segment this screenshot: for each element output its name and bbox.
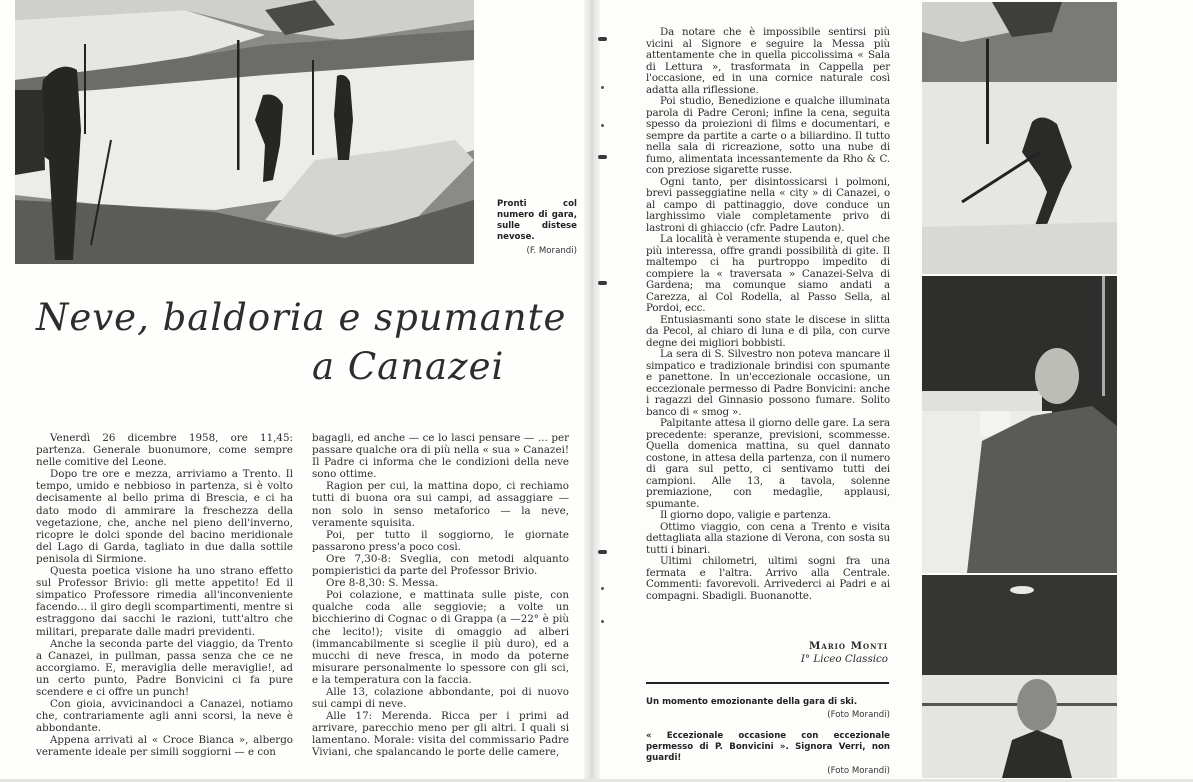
photo-man-smoking <box>922 276 1117 573</box>
article-paragraph: bagagli, ed anche — ce lo lasci pensare — ... per passare qualche ora di più nella « sua » Canazei! Il Padre ci informa che le condizioni della neve sono ottime. <box>312 432 569 481</box>
photo1-credit: (F. Morandi) <box>526 246 577 256</box>
article-signature <box>700 640 888 666</box>
article-paragraph: Ragion per cui, la mattina dopo, ci rechiamo tutti di buona ora sui campi, ad assaggiare — non solo in senso metaforico — la neve, veramente squisita. <box>312 480 569 529</box>
article-paragraph: Appena arrivati al « Croce Bianca », albergo veramente ideale per simili soggiorni — e con <box>36 734 293 759</box>
photo2-caption: Un momento emozionante della gara di ski. <box>646 697 858 707</box>
photo1-caption-block <box>497 199 577 257</box>
article-paragraph: La sera di S. Silvestro non poteva mancare il simpatico e tradizionale brindisi con spumante e panettone. In un'eccezionale occasione, un eccezionale permesso di Padre Bonvicini: anche i ragazzi del Ginnasio possono fumare. Solito banco di « smog ». <box>646 348 890 418</box>
article-paragraph: Palpitante attesa il giorno delle gare. La sera precedente: speranze, previsioni, scommesse. Quella domenica mattina, su quel dannato costone, in attesa della partenza, con il numero di gara sul petto, ci sentivamo tutti dei campioni. Alle 13, a tavola, solenne premiazione, con medaglie, applausi, spumante. <box>646 417 890 510</box>
article-title-line2: a Canazei <box>312 345 505 388</box>
article-paragraph: Venerdì 26 dicembre 1958, ore 11,45: partenza. Generale buonumore, come sempre nelle comitive del Leone. <box>36 432 293 469</box>
binding-mark <box>601 124 604 127</box>
caption-divider <box>646 682 889 684</box>
article-column-3 <box>646 27 890 602</box>
article-column-2 <box>312 432 569 759</box>
article-paragraph: Questa poetica visione ha uno strano effetto sul Professor Brivio: gli mette appetito! Ed il simpatico Professore rimedia all'inconveniente facendo... il giro degli scompartimenti, mentre si estraggono dai sacchi le razioni, tutt'altro che militari, preparate dalle madri previdenti. <box>36 565 293 638</box>
binding-staple <box>598 155 607 159</box>
article-paragraph: La località è veramente stupenda e, quel che più interessa, offre grandi possibilità di gite. Il maltempo ci ha purtroppo impedito di compiere la « traversata » Canazei-Selva di Gardena; ma comunque siamo andati a Carezza, al Col Rodella, al Passo Sella, al Pordoi, ecc. <box>646 233 890 314</box>
photo2-credit: (Foto Morandi) <box>827 710 890 720</box>
article-paragraph: Alle 13, colazione abbondante, poi di nuovo sui campi di neve. <box>312 685 569 711</box>
article-paragraph: Alle 17: Merenda. Ricca per i primi ad arrivare, parecchio meno per gli altri. I quali si lamentano. Morale: visita del commissario Padre Viviani, che spalancando le porte delle camere, <box>312 710 569 759</box>
photo1-caption: Pronti col numero di gara, sulle distese nevose. <box>497 199 577 242</box>
article-paragraph: Da notare che è impossibile sentirsi più vicini al Signore e seguire la Messa più attentamente che in quella piccolissima « Sala di Lettura », trasformata in Cappella per l'occasione, ed in una cornice naturale così adatta alla riflessione. <box>646 26 890 96</box>
photo-skiers-slope <box>15 0 474 264</box>
binding-mark <box>601 86 604 89</box>
article-paragraph: Ogni tanto, per disintossicarsi i polmoni, brevi passeggiatine nella « city » di Canazei, o al campo di pattinaggio, dove conduce un larghissimo viale completamente privo di lastroni di ghiaccio (cfr. Padre Lauton). <box>646 175 890 234</box>
photo3-caption-block <box>646 731 890 777</box>
article-paragraph: Poi colazione, e mattinata sulle piste, con qualche coda alle seggiovie; a volte un bicchierino di Cognac o di Grappa (a —22° è più che lecito!); visite di omaggio ad alberi (immancabilmente si sceglie il più duro), ed a mucchi di neve fresca, in modo da poterne misurare personalmente lo spessore con gli sci, e la temperatura con la faccia. <box>312 589 569 686</box>
photo2-caption-block <box>646 697 890 721</box>
article-paragraph: Ore 7,30-8: Sveglia, con metodi alquanto pompieristici da parte del Professor Brivio. <box>312 552 569 578</box>
article-paragraph: Ottimo viaggio, con cena a Trento e visita dettagliata alla stazione di Verona, con sosta su tutti i binari. <box>646 520 890 556</box>
author-class: I° Liceo Classico <box>800 653 888 665</box>
photo-ski-race <box>922 2 1117 274</box>
article-paragraph: Ore 8-8,30: S. Messa. <box>326 577 439 590</box>
article-paragraph: Poi studio, Benedizione e qualche illuminata parola di Padre Ceroni; infine la cena, seguita spesso da proiezioni di films e documentari, e sempre da partite a carte o a biliardino. Il tutto nella sala di ricreazione, sotto una nube di fumo, alimentata incessantemente da Rho & C. con preziose sigarette russe. <box>646 95 890 176</box>
photo-man-portrait <box>922 575 1117 778</box>
binding-staple <box>598 550 607 554</box>
binding-staple <box>598 37 607 41</box>
article-column-1 <box>36 432 293 759</box>
article-title-line1: Neve, baldoria e spumante <box>36 296 567 339</box>
photo3-caption: « Eccezionale occasione con eccezionale permesso di P. Bonvicini ». Signora Verri, non guardi! <box>646 731 890 763</box>
photo3-credit: (Foto Morandi) <box>827 766 890 776</box>
article-paragraph: Ultimi chilometri, ultimi sogni fra una fermata e l'altra. Arrivo alla Centrale. Commenti: favorevoli. Arrivederci ai Padri e ai compagni. Sbadigli. Buonanotte. <box>646 555 890 602</box>
article-paragraph: Dopo tre ore e mezza, arriviamo a Trento. Il tempo, umido e nebbioso in partenza, si è volto decisamente al bello prima di Brescia, e ci ha dato modo di ammirare la freschezza della vegetazione, che, anche nel pieno dell'inverno, ricopre le dolci sponde del bacino meridionale del Lago di Garda, tagliato in due dalla sottile penisola di Sirmione. <box>36 468 293 565</box>
article-paragraph: Entusiasmanti sono state le discese in slitta da Pecol, al chiaro di luna e di pila, con curve degne dei migliori bobbisti. <box>646 313 890 349</box>
binding-mark <box>601 620 604 623</box>
article-paragraph: Con gioia, avvicinandoci a Canazei, notiamo che, contrariamente agli anni scorsi, la neve è abbondante. <box>36 698 293 735</box>
article-paragraph: Poi, per tutto il soggiorno, le giornate passarono press'a poco così. <box>312 528 569 553</box>
page-gutter <box>584 0 600 782</box>
author-name: Mario Monti <box>809 640 888 652</box>
article-paragraph: Anche la seconda parte del viaggio, da Trento a Canazei, in pullman, passa senza che ce ne accorgiamo. E, meraviglia delle meraviglie!, ad un certo punto, Padre Bonvicini ci fa pure scendere e ci offre un punch! <box>36 637 293 698</box>
article-paragraph: Il giorno dopo, valigie e partenza. <box>660 509 832 521</box>
binding-mark <box>601 587 604 590</box>
binding-staple <box>598 281 607 285</box>
